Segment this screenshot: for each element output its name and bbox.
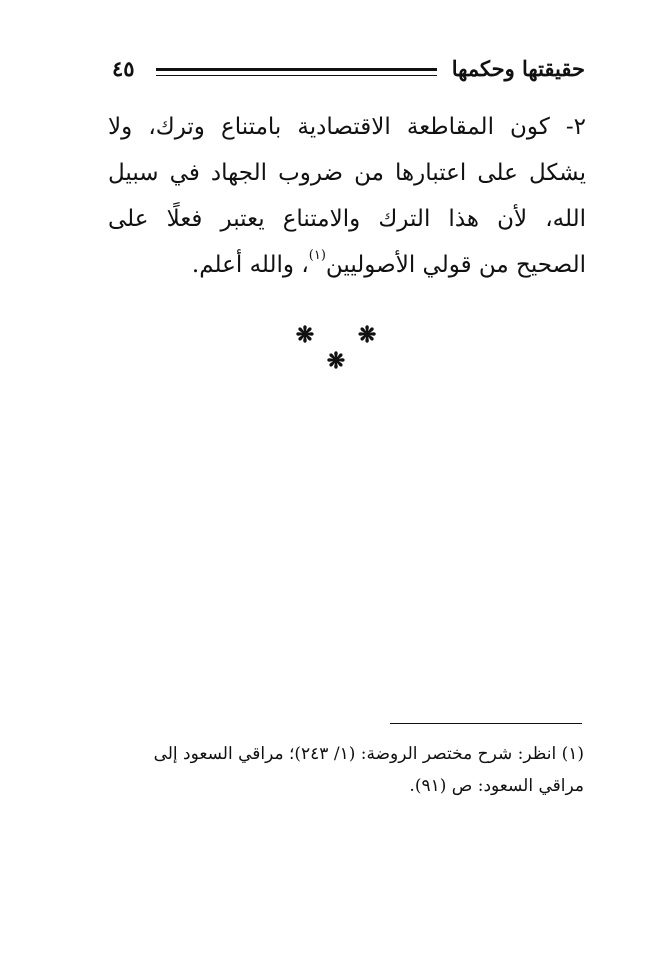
- header-rule: [156, 68, 437, 76]
- paragraph-text: ٢- كون المقاطعة الاقتصادية بامتناع وترك، ولا يشكل على اعتبارها من ضروب الجهاد في سبيل الله، لأن هذا الترك والامتناع يعتبر فعلًا على الصحيح من قولي الأصوليين: [108, 114, 586, 278]
- footnote: (١) انظر: شرح مختصر الروضة: (١/ ٢٤٣)؛ مراقي السعود إلى مراقي السعود: ص (٩١).: [153, 744, 584, 796]
- section-separator: ❋ ❋ ❋: [295, 322, 395, 374]
- page-number: ٤٥: [112, 56, 135, 81]
- page-header: [112, 50, 585, 94]
- footnote-rule: [390, 723, 582, 724]
- paragraph-ending: ، والله أعلم.: [191, 252, 309, 278]
- footnote-reference: (١): [308, 248, 326, 263]
- body-text: [108, 104, 586, 288]
- running-title: حقيقتها وحكمها: [451, 56, 585, 81]
